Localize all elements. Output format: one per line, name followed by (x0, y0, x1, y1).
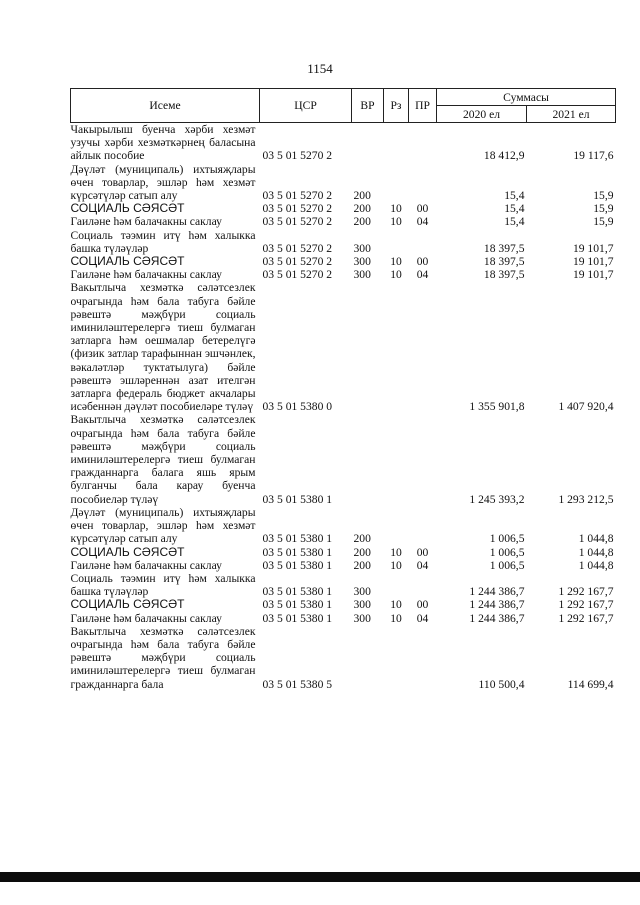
row-vr (352, 123, 384, 163)
row-vr: 200 (353, 202, 371, 216)
row-csr: 03 5 01 5380 1 (262, 545, 333, 559)
row-vr: 300 (353, 241, 371, 255)
table-row (71, 123, 616, 163)
row-vr: 200 (353, 189, 371, 203)
row-rz (384, 123, 409, 163)
row-sum-2020: 15,4 (504, 189, 525, 203)
row-vr: 300 (353, 598, 371, 612)
row-pr: 04 (416, 215, 429, 229)
row-sum-2021: 19 101,7 (572, 268, 614, 282)
row-name: Дәүләт (муниципаль) ихтыяҗлары өчен товарлар, эшләр һәм хезмәт күрсәтүләр сатып алу (70, 162, 256, 203)
row-pr (409, 163, 437, 203)
row-name: Социаль тәэмин итү һәм халыкка башка түләүләр (70, 228, 256, 255)
row-pr (409, 572, 437, 598)
row-vr: 300 (353, 611, 371, 625)
row-rz: 10 (390, 545, 402, 559)
row-sum-2020: 1 355 901,8 (469, 400, 525, 414)
table-row (71, 506, 616, 546)
row-csr: 03 5 01 5380 1 (262, 611, 333, 625)
row-rz (384, 625, 409, 691)
row-rz (384, 281, 409, 413)
table-row (71, 281, 616, 413)
table-row (71, 625, 616, 691)
row-name: Вакытлыча хезмәткә сәләтсезлек очрагында һәм бала табуга бәйле рәвештә мәҗбүри социаль иминиләштерелергә тиеш булмаган затларга һәм оешмалар бетерелүгә (физик затлар тарафыннан эшчәнлек, вәкаләтләр туктатылуга) бәйле рәвештә эшләреннән азат ителгән затларга федераль бюджет акчалары исәбеннән дәүләт пособиеләре түләү (70, 281, 256, 414)
row-sum-2021: 1 044,8 (578, 532, 614, 546)
row-sum-2021: 1 407 920,4 (558, 400, 614, 414)
table-row (71, 163, 616, 203)
table-row (71, 546, 616, 559)
row-rz (384, 413, 409, 505)
row-pr (409, 281, 437, 413)
row-sum-2020: 1 006,5 (489, 532, 525, 546)
row-sum-2020: 1 006,5 (489, 545, 525, 559)
row-sum-2020: 18 397,5 (483, 268, 525, 282)
row-pr (409, 413, 437, 505)
table-row (71, 202, 616, 215)
row-pr (409, 229, 437, 255)
table-row (71, 612, 616, 625)
row-name: Вакытлыча хезмәткә сәләтсезлек очрагында һәм бала табуга бәйле рәвештә мәҗбүри социаль иминиләштерелергә тиеш булмаган гражданнарга балага яшь ярым булганчы бала карау буенча пособиеләр түләү (70, 413, 256, 506)
row-csr: 03 5 01 5380 1 (262, 585, 333, 599)
row-csr: 03 5 01 5270 2 (262, 189, 333, 203)
budget-table (70, 88, 616, 691)
row-sum-2020: 1 244 386,7 (469, 598, 525, 612)
table-row (71, 572, 616, 598)
row-rz (384, 163, 409, 203)
row-name: СОЦИАЛЬ СӘЯСӘТ (70, 597, 185, 612)
row-sum-2020: 15,4 (504, 215, 525, 229)
row-sum-2021: 1 044,8 (578, 545, 614, 559)
row-rz (384, 229, 409, 255)
row-pr (409, 506, 437, 546)
row-sum-2021: 1 292 167,7 (558, 585, 614, 599)
row-vr: 200 (353, 532, 371, 546)
row-pr: 04 (416, 611, 429, 625)
table-row (71, 229, 616, 255)
row-pr: 00 (416, 255, 429, 269)
row-pr: 04 (416, 268, 429, 282)
row-sum-2020: 18 397,5 (483, 241, 525, 255)
row-rz (384, 572, 409, 598)
row-rz: 10 (390, 268, 402, 282)
row-name: Гаиләне һәм балачакны саклау (70, 558, 222, 572)
row-name: Вакытлыча хезмәткә сәләтсезлек очрагында һәм бала табуга бәйле рәвештә мәҗбүри социаль иминиләштерелергә тиеш булмаган гражданнарга бала (70, 624, 256, 691)
row-csr: 03 5 01 5270 2 (262, 241, 333, 255)
row-sum-2020: 110 500,4 (478, 677, 525, 691)
table-row (71, 255, 616, 268)
row-csr: 03 5 01 5380 1 (262, 558, 333, 572)
header-sums: Суммасы (437, 89, 616, 106)
row-csr: 03 5 01 5380 1 (262, 532, 333, 546)
table-row (71, 559, 616, 572)
row-sum-2020: 18 397,5 (483, 255, 525, 269)
row-vr: 300 (353, 255, 371, 269)
table-row (71, 598, 616, 611)
header-name: Исеме (71, 89, 260, 123)
row-vr: 200 (353, 545, 371, 559)
row-pr: 00 (416, 202, 429, 216)
row-csr: 03 5 01 5380 5 (262, 677, 333, 691)
row-name: Гаиләне һәм балачакны саклау (70, 611, 222, 625)
row-csr: 03 5 01 5270 2 (262, 202, 333, 216)
header-csr: ЦСР (260, 89, 352, 123)
row-sum-2021: 19 117,6 (573, 149, 614, 163)
row-sum-2021: 1 044,8 (578, 558, 614, 572)
table-row (71, 268, 616, 281)
row-sum-2021: 1 292 167,7 (558, 611, 614, 625)
row-vr: 200 (353, 215, 371, 229)
row-sum-2021: 15,9 (593, 202, 614, 216)
row-sum-2020: 1 245 393,2 (469, 492, 525, 506)
row-pr: 00 (416, 598, 429, 612)
table-row (71, 215, 616, 228)
row-rz (384, 506, 409, 546)
header-pr: ПР (409, 89, 437, 123)
row-csr: 03 5 01 5380 0 (262, 400, 333, 414)
row-name: Гаиләне һәм балачакны саклау (70, 268, 222, 282)
row-sum-2020: 15,4 (504, 202, 525, 216)
header-year-2021: 2021 ел (527, 106, 616, 123)
row-vr (352, 281, 384, 413)
row-csr: 03 5 01 5270 2 (262, 215, 333, 229)
row-pr: 04 (416, 558, 429, 572)
row-name: Социаль тәэмин итү һәм халыкка башка түләүләр (70, 571, 256, 599)
row-csr: 03 5 01 5380 1 (262, 598, 333, 612)
row-rz: 10 (390, 255, 402, 269)
row-pr (409, 123, 437, 163)
table-body (71, 123, 616, 691)
row-sum-2020: 18 412,9 (483, 149, 525, 163)
row-name: Гаиләне һәм балачакны саклау (70, 215, 222, 229)
row-csr: 03 5 01 5270 2 (262, 255, 333, 269)
row-csr: 03 5 01 5270 2 (262, 268, 333, 282)
row-vr (352, 625, 384, 691)
page-number: 1154 (307, 61, 333, 76)
row-rz: 10 (390, 558, 402, 572)
row-rz: 10 (390, 215, 402, 229)
row-sum-2021: 19 101,7 (572, 255, 614, 269)
row-sum-2020: 1 244 386,7 (469, 585, 525, 599)
table-header (71, 89, 616, 123)
row-sum-2021: 1 292 167,7 (558, 598, 614, 612)
row-rz: 10 (390, 202, 402, 216)
row-sum-2021: 114 699,4 (567, 677, 614, 691)
header-vr: ВР (352, 89, 384, 123)
row-sum-2021: 15,9 (593, 215, 614, 229)
header-rz: Рз (384, 89, 409, 123)
row-name: СОЦИАЛЬ СӘЯСӘТ (70, 201, 185, 216)
row-sum-2021: 15,9 (593, 189, 614, 203)
header-year-2020: 2020 ел (437, 106, 527, 123)
row-sum-2020: 1 244 386,7 (469, 611, 525, 625)
row-name: Чакырылыш буенча хәрби хезмәт узучы хәрби хезмәткәрнең баласына айлык пособие (70, 123, 256, 163)
row-sum-2021: 1 293 212,5 (558, 492, 614, 506)
row-pr (409, 625, 437, 691)
row-rz: 10 (390, 611, 402, 625)
row-vr (352, 413, 384, 505)
row-name: СОЦИАЛЬ СӘЯСӘТ (70, 544, 185, 559)
row-name: СОЦИАЛЬ СӘЯСӘТ (70, 254, 185, 269)
row-vr: 300 (353, 268, 371, 282)
row-vr: 300 (353, 585, 371, 599)
row-pr: 00 (416, 545, 429, 559)
row-csr: 03 5 01 5270 2 (262, 149, 333, 163)
row-sum-2021: 19 101,7 (572, 241, 614, 255)
row-rz: 10 (390, 598, 402, 612)
row-sum-2020: 1 006,5 (489, 558, 525, 572)
row-name: Дәүләт (муниципаль) ихтыяҗлары өчен товарлар, эшләр һәм хезмәт күрсәтүләр сатып алу (70, 505, 256, 546)
row-vr: 200 (353, 558, 371, 572)
table-row (71, 413, 616, 505)
row-csr: 03 5 01 5380 1 (262, 492, 333, 506)
scan-edge-bar (0, 872, 640, 882)
